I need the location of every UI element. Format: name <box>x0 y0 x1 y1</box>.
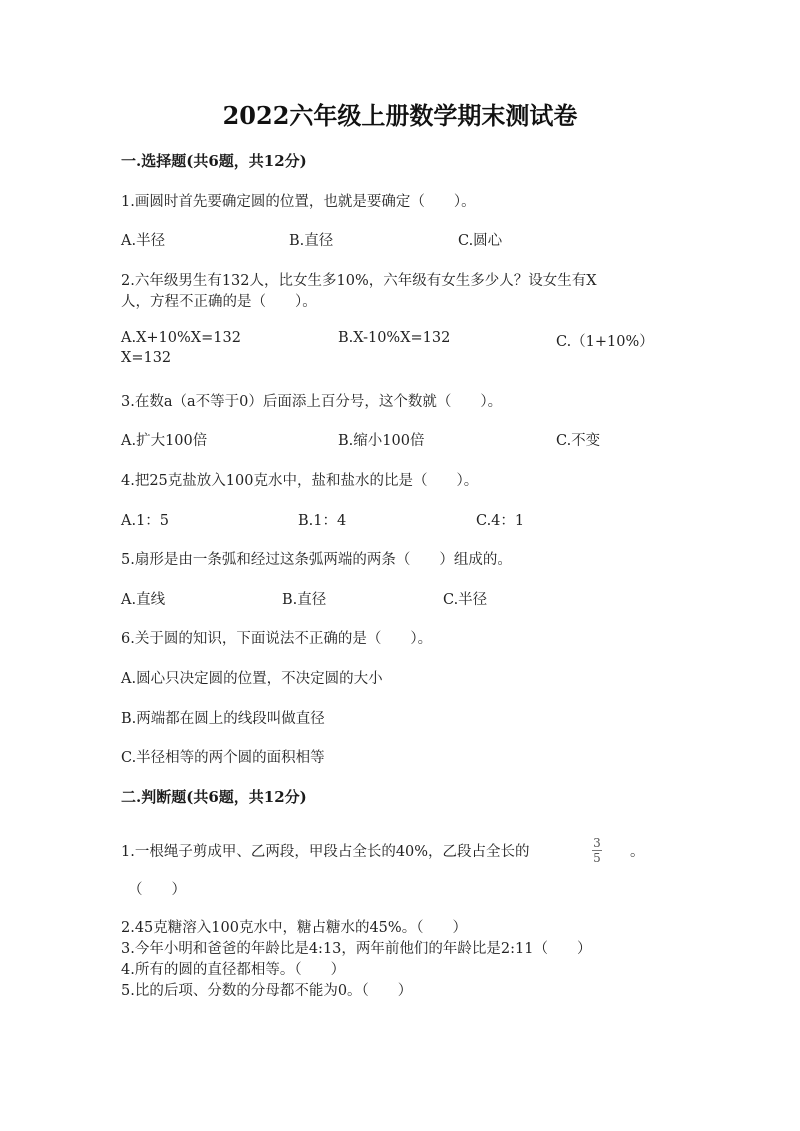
option-c: C.（1+10%） <box>556 334 654 350</box>
option-b: B.1：4 <box>298 513 347 529</box>
fraction-numerator: 3 <box>593 836 601 850</box>
option-b: B.缩小100倍 <box>338 433 425 449</box>
section-heading-judgment: 二.判断题(共6题，共12分) <box>121 788 307 806</box>
section-heading-choice: 一.选择题(共6题，共12分) <box>121 152 307 170</box>
judgment-3: 3.今年小明和爸爸的年龄比是4:13，两年前他们的年龄比是2:11（ ） <box>121 941 592 957</box>
option-b: B.X-10%X=132 <box>338 330 451 346</box>
option-b: B.直径 <box>282 592 327 608</box>
option-a: A.扩大100倍 <box>121 433 208 449</box>
option-c: C.圆心 <box>458 233 503 249</box>
page-title: 2022六年级上册数学期末测试卷 <box>222 101 578 130</box>
question-6: 6.关于圆的知识，下面说法不正确的是（ ）。 <box>121 631 433 647</box>
question-2-line-2: 人，方程不正确的是（ ）。 <box>121 294 317 310</box>
question-1: 1.画圆时首先要确定圆的位置，也就是要确定（ ）。 <box>121 194 476 210</box>
judgment-4: 4.所有的圆的直径都相等。（ ） <box>121 962 346 978</box>
judgment-1-end: 。 <box>630 844 645 860</box>
option-c: C.半径相等的两个圆的面积相等 <box>121 750 325 766</box>
fraction-denominator: 5 <box>593 851 601 865</box>
option-a: A.直线 <box>121 592 166 608</box>
option-b: B.两端都在圆上的线段叫做直径 <box>121 711 325 727</box>
option-c: C.4：1 <box>476 513 525 529</box>
option-a: A.半径 <box>121 233 166 249</box>
option-c-continued: X=132 <box>121 350 172 366</box>
option-c: C.不变 <box>556 433 601 449</box>
fraction-three-fifths <box>592 832 602 864</box>
option-b: B.直径 <box>289 233 334 249</box>
question-2: 2.六年级男生有132人，比女生多10%，六年级有女生多少人？设女生有X <box>121 273 597 289</box>
judgment-2: 2.45克糖溶入100克水中，糖占糖水的45%。（ ） <box>121 920 467 936</box>
judgment-5: 5.比的后项、分数的分母都不能为0。（ ） <box>121 983 413 999</box>
question-3: 3.在数a（a不等于0）后面添上百分号，这个数就（ ）。 <box>121 394 503 410</box>
option-a: A.圆心只决定圆的位置，不决定圆的大小 <box>121 671 383 687</box>
question-4: 4.把25克盐放入100克水中，盐和盐水的比是（ ）。 <box>121 473 479 489</box>
judgment-1: 1.一根绳子剪成甲、乙两段，甲段占全长的40%，乙段占全长的 <box>121 844 530 860</box>
option-a: A.X+10%X=132 <box>121 330 241 346</box>
option-a: A.1：5 <box>121 513 170 529</box>
option-c: C.半径 <box>443 592 488 608</box>
question-5: 5.扇形是由一条弧和经过这条弧两端的两条（ ）组成的。 <box>121 552 512 568</box>
judgment-1-answer-paren: （ ） <box>128 882 186 898</box>
